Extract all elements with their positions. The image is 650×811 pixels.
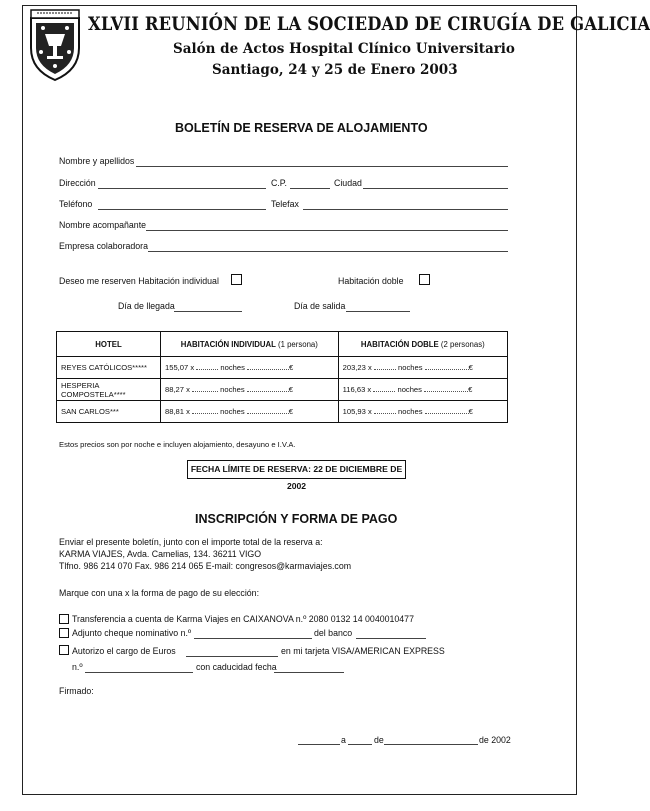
- cp-field[interactable]: [290, 188, 330, 189]
- double-room-checkbox[interactable]: [419, 274, 430, 285]
- hotel-name: SAN CARLOS***: [57, 401, 161, 423]
- phone-field[interactable]: [98, 209, 266, 210]
- cheque-number-field[interactable]: [194, 638, 312, 639]
- companion-field[interactable]: [146, 230, 508, 231]
- address-field[interactable]: [98, 188, 266, 189]
- name-field[interactable]: [136, 166, 508, 167]
- fax-label: Telefax: [271, 199, 299, 209]
- table-row: [57, 357, 508, 379]
- table-header-row: [57, 332, 508, 357]
- single-room-label: Deseo me reserven Habitación individual: [59, 276, 219, 286]
- city-field[interactable]: [363, 188, 508, 189]
- single-price-cell[interactable]: 155,07 x noches €: [161, 357, 339, 379]
- phone-label: Teléfono: [59, 199, 93, 209]
- double-price-cell[interactable]: 116,63 x noches €: [338, 379, 507, 401]
- bank-label: del banco: [314, 628, 353, 638]
- table-row: [57, 379, 508, 401]
- date-de-label: de: [374, 735, 384, 745]
- departure-field[interactable]: [346, 311, 410, 312]
- arrival-label: Día de llegada: [118, 301, 175, 311]
- agency-address: KARMA VIAJES, Avda. Camelias, 134. 36211 VIGO: [59, 549, 262, 559]
- address-label: Dirección: [59, 178, 96, 188]
- card-checkbox[interactable]: [59, 645, 69, 655]
- cheque-checkbox[interactable]: [59, 628, 69, 638]
- cp-label: C.P.: [271, 178, 287, 188]
- signed-label: Firmado:: [59, 686, 94, 696]
- single-price-cell[interactable]: 88,27 x noches €: [161, 379, 339, 401]
- reservation-deadline: FECHA LÍMITE DE RESERVA: 22 DE DICIEMBRE DE 2002: [187, 460, 406, 479]
- company-label: Empresa colaboradora: [59, 241, 148, 251]
- col-double: HABITACIÓN DOBLE (2 personas): [338, 332, 507, 357]
- card-number-label: n.º: [72, 662, 83, 672]
- card-option-label: Autorizo el cargo de Euros: [72, 646, 176, 656]
- single-room-checkbox[interactable]: [231, 274, 242, 285]
- payment-instruction: Marque con una x la forma de pago de su elección:: [59, 588, 260, 598]
- cheque-option-label: Adjunto cheque nominativo n.º: [72, 628, 192, 638]
- hotel-name: REYES CATÓLICOS*****: [57, 357, 161, 379]
- form-title: BOLETÍN DE RESERVA DE ALOJAMIENTO: [175, 121, 428, 135]
- card-expiry-label: con caducidad fecha: [196, 662, 277, 672]
- signature-place-field[interactable]: [298, 744, 340, 745]
- payment-title: INSCRIPCIÓN Y FORMA DE PAGO: [195, 512, 398, 526]
- departure-label: Día de salida: [294, 301, 346, 311]
- date-a-label: a: [341, 735, 346, 745]
- bank-field[interactable]: [356, 638, 426, 639]
- double-price-cell[interactable]: 203,23 x noches €: [338, 357, 507, 379]
- arrival-field[interactable]: [174, 311, 242, 312]
- transfer-option-label: Transferencia a cuenta de Karma Viajes en CAIXANOVA n.º 2080 0132 14 0040010477: [72, 614, 414, 624]
- col-hotel: HOTEL: [57, 332, 161, 357]
- double-room-label: Habitación doble: [338, 276, 404, 286]
- city-label: Ciudad: [334, 178, 362, 188]
- transfer-checkbox[interactable]: [59, 614, 69, 624]
- card-amount-field[interactable]: [186, 656, 278, 657]
- card-number-field[interactable]: [85, 672, 193, 673]
- double-price-cell[interactable]: 105,93 x noches €: [338, 401, 507, 423]
- col-individual: HABITACIÓN INDIVIDUAL (1 persona): [161, 332, 339, 357]
- hotel-name: HESPERIA COMPOSTELA****: [57, 379, 161, 401]
- single-price-cell[interactable]: 88,81 x noches €: [161, 401, 339, 423]
- card-expiry-field[interactable]: [274, 672, 344, 673]
- hotel-price-table: [56, 331, 508, 423]
- table-row: [57, 401, 508, 423]
- fax-field[interactable]: [303, 209, 508, 210]
- price-note: Estos precios son por noche e incluyen alojamiento, desayuno e I.V.A.: [59, 440, 296, 449]
- agency-contact: Tlfno. 986 214 070 Fax. 986 214 065 E-mail: congresos@karmaviajes.com: [59, 561, 352, 571]
- signature-day-field[interactable]: [348, 744, 372, 745]
- event-title: XLVII REUNIÓN DE LA SOCIEDAD DE CIRUGÍA DE GALICIA: [88, 13, 650, 35]
- society-crest-logo: [27, 8, 83, 82]
- companion-label: Nombre acompañante: [59, 220, 147, 230]
- event-venue: Salón de Actos Hospital Clínico Universitario: [173, 41, 515, 57]
- company-field[interactable]: [148, 251, 508, 252]
- name-label: Nombre y apellidos: [59, 156, 135, 166]
- card-type-label: en mi tarjeta VISA/AMERICAN EXPRESS: [281, 646, 445, 656]
- date-year-label: de 2002: [479, 735, 511, 745]
- event-dates: Santiago, 24 y 25 de Enero 2003: [212, 62, 458, 78]
- signature-month-field[interactable]: [384, 744, 478, 745]
- send-instructions: Enviar el presente boletín, junto con el importe total de la reserva a:: [59, 537, 323, 547]
